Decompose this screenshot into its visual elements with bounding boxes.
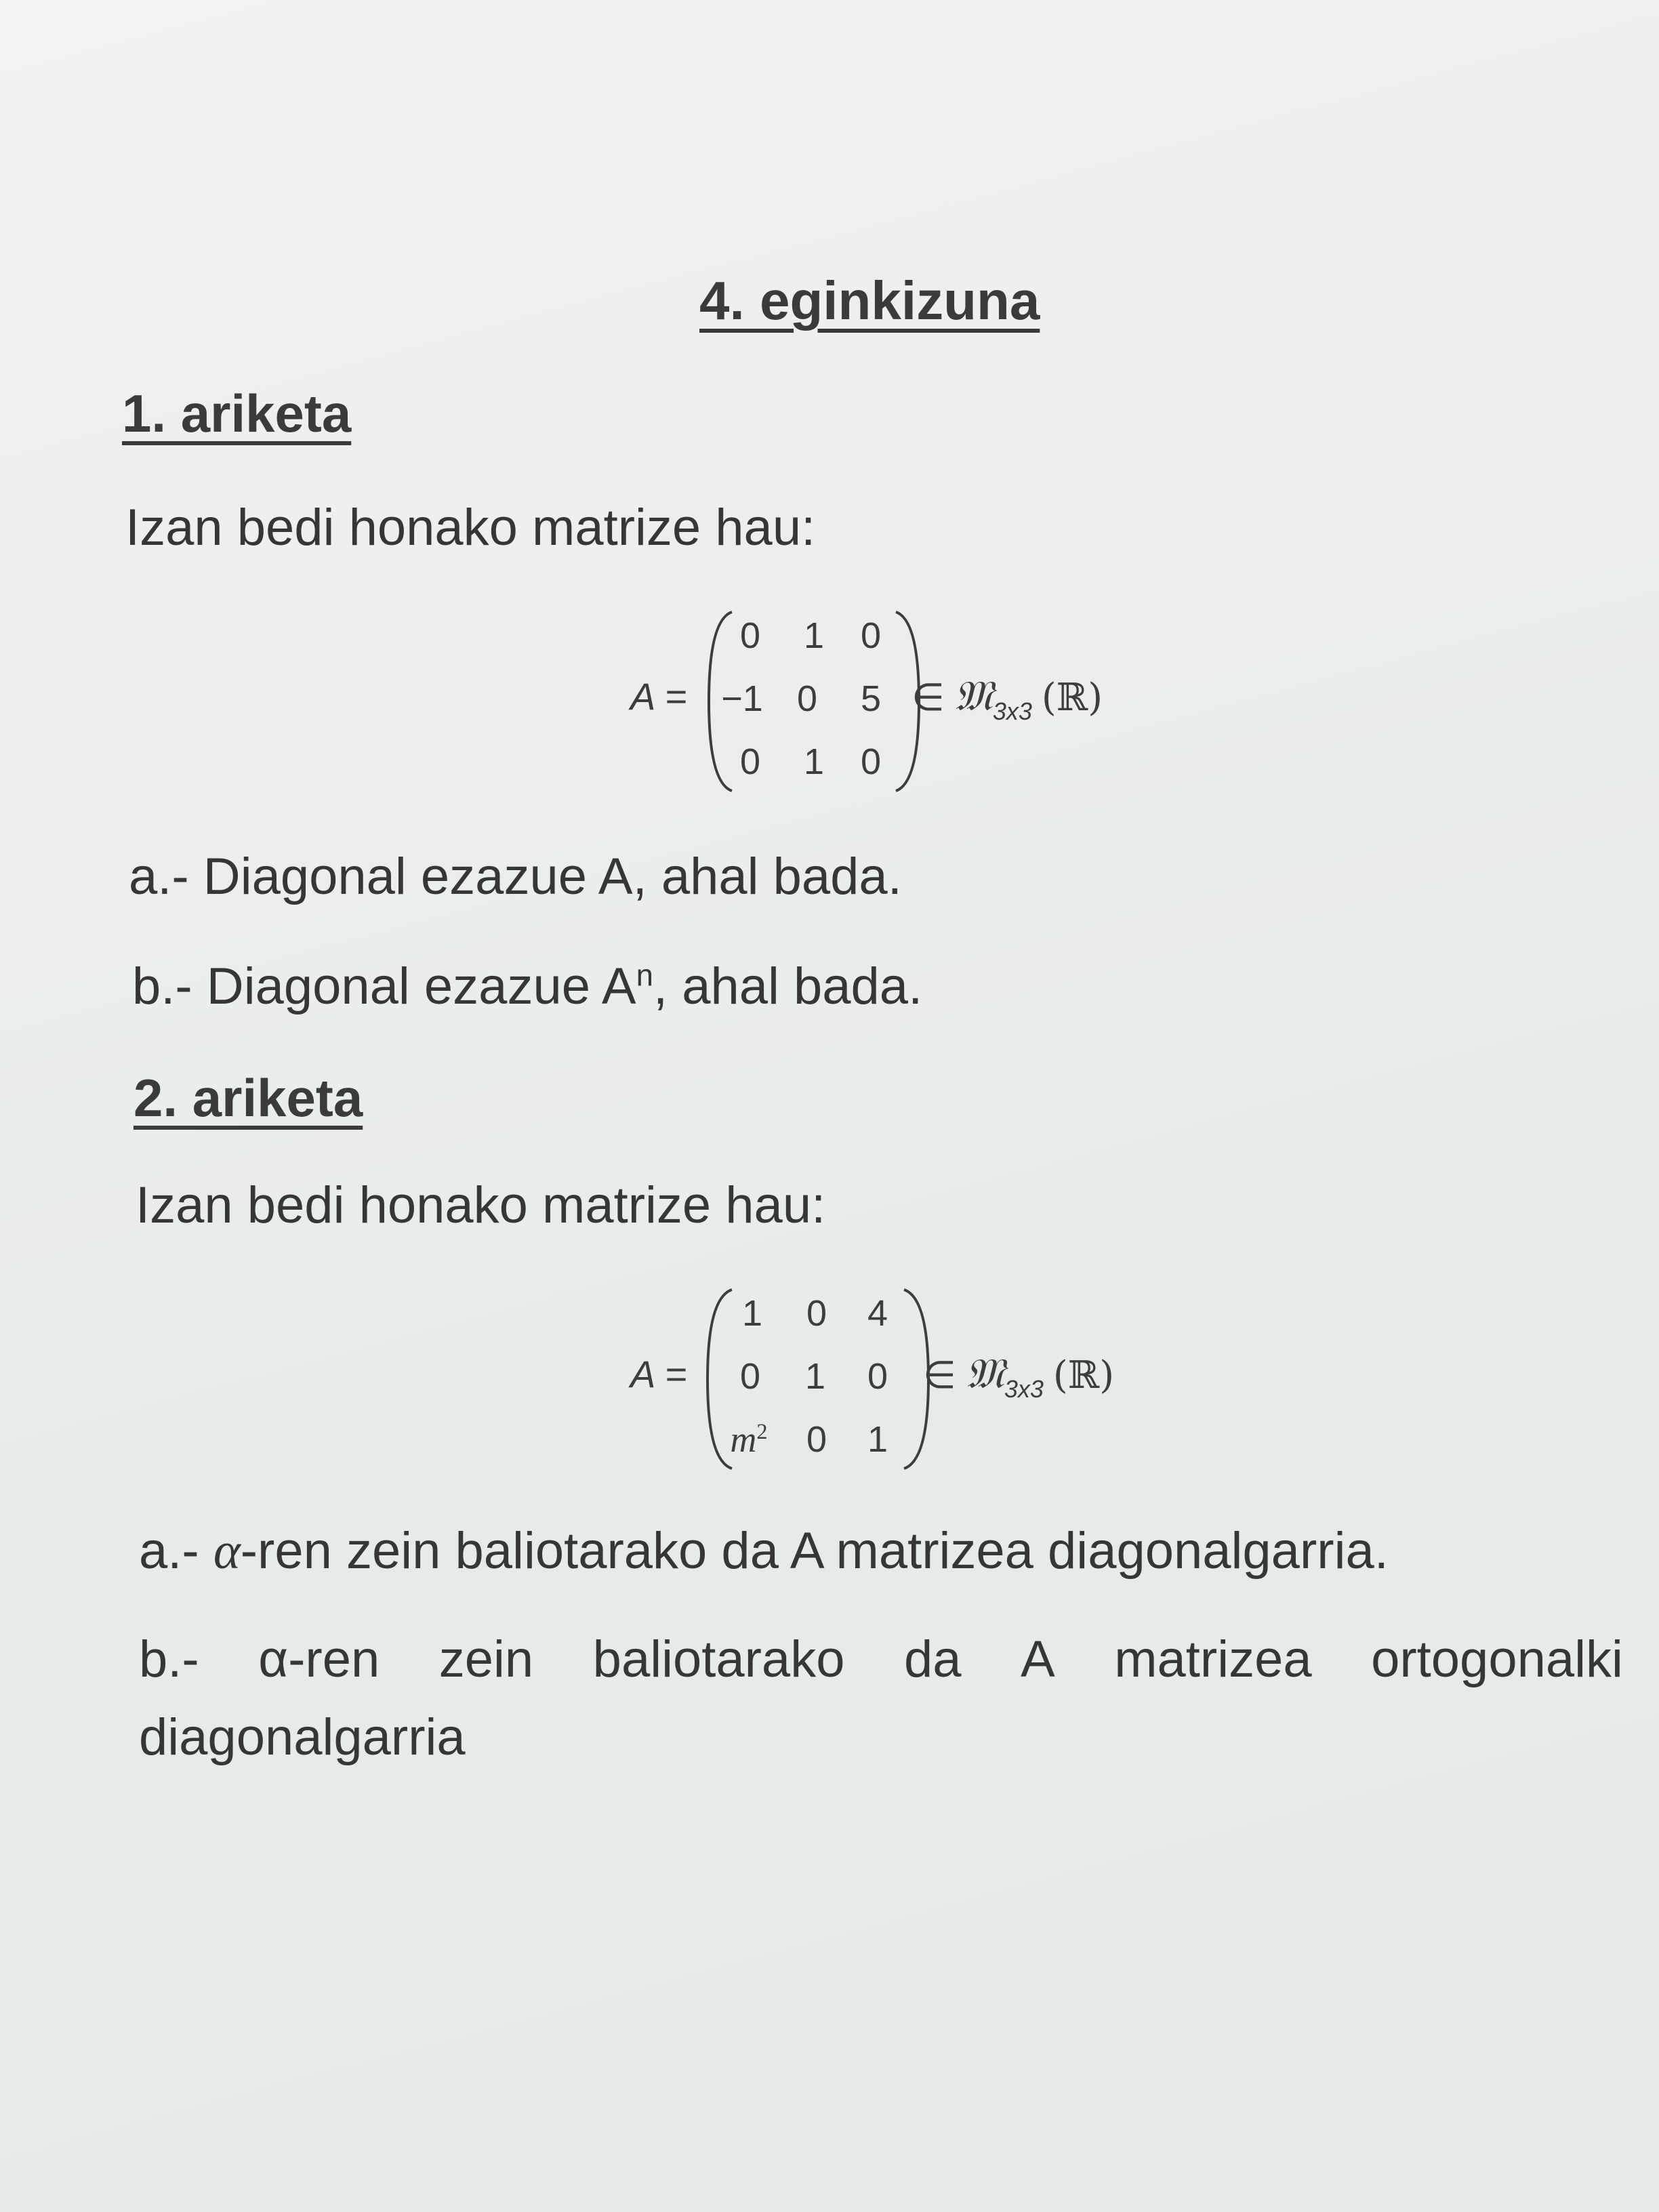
exercise-1-part-a: a.- Diagonal ezazue A, ahal bada.: [129, 848, 902, 905]
word: b.-: [139, 1631, 199, 1688]
exercise-2-heading: 2. ariketa: [134, 1068, 363, 1128]
matrix-cell: 0: [806, 1419, 827, 1460]
matrix-cell-m-squared: $m^2$: [730, 1419, 768, 1460]
exercise-1-intro: Izan bedi honako matrize hau:: [125, 499, 816, 556]
word: zein: [438, 1631, 534, 1688]
matrix-cell: 1: [804, 1356, 826, 1397]
matrix-cell: −1: [721, 678, 763, 719]
matrix-cell: 0: [806, 1293, 827, 1334]
matrix-cell: 0: [796, 678, 818, 719]
matrix-cell: 1: [741, 1293, 763, 1334]
matrix-cell: 1: [803, 615, 825, 656]
word: ortogonalki: [1371, 1631, 1623, 1688]
matrix-cell: 1: [867, 1419, 888, 1460]
matrix-lhs: A =: [630, 1353, 687, 1395]
word: baliotarako: [592, 1631, 845, 1688]
set-membership: ∈ 𝔐$_{3x3}$ (ℝ): [912, 674, 1103, 725]
matrix-lhs: A =: [630, 675, 687, 718]
set-membership: ∈ 𝔐$_{3x3}$ (ℝ): [923, 1351, 1115, 1403]
exercise-2-part-b-line2: diagonalgarria: [139, 1708, 466, 1766]
exercise-2-part-a: a.- α-ren zein baliotarako da A matrizea diagonalgarria.: [139, 1522, 1389, 1580]
exercise-2-intro: Izan bedi honako matrize hau:: [136, 1176, 826, 1234]
matrix-cell: 0: [739, 1356, 761, 1397]
matrix-cell: 1: [803, 741, 825, 782]
page-title: 4. eginkizuna: [699, 270, 1040, 331]
exercise-1-matrix-formula: [630, 607, 1145, 796]
exercise-1-heading: 1. ariketa: [122, 384, 352, 443]
matrix-cell: 0: [739, 741, 761, 782]
exercise-2-part-b: [139, 1630, 1623, 1689]
word: da: [903, 1631, 962, 1688]
word: A: [1021, 1631, 1055, 1688]
matrix-cell: 0: [860, 741, 882, 782]
matrix-cell: 0: [739, 615, 761, 656]
word: α-ren: [258, 1631, 380, 1688]
exercise-2-matrix-formula: [630, 1284, 1159, 1474]
exercise-1-part-b: b.- Diagonal ezazue $A^n$, ahal bada.: [132, 958, 923, 1015]
matrix-cell: 0: [860, 615, 882, 656]
matrix-cell: 5: [860, 678, 882, 719]
word: matrizea: [1114, 1631, 1312, 1688]
matrix-cell: 4: [867, 1293, 888, 1334]
matrix-cell: 0: [867, 1356, 888, 1397]
